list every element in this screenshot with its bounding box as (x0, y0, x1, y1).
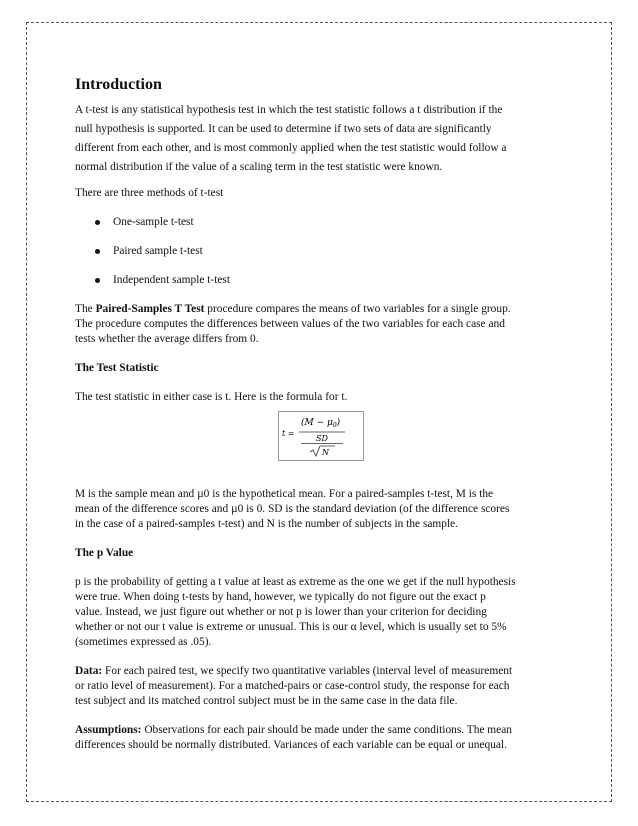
paired-line: tests whether the average differs from 0. (75, 333, 259, 345)
data-line: Data: For each paired test, we specify two quantitative variables (interval level of measurement (75, 665, 513, 677)
bullet-icon (95, 220, 100, 225)
p-value-line: (sometimes expressed as .05). (75, 636, 212, 648)
intro-line: A t-test is any statistical hypothesis test in which the test statistic follows a t distribution if the (75, 104, 503, 116)
intro-paragraph (75, 101, 567, 177)
data-paragraph (75, 664, 567, 709)
p-value-line: whether or not our t value is extreme or unusual. This is our α level, which is usually set to 5% (75, 621, 507, 633)
list-item: One-sample t-test (75, 215, 567, 230)
paired-line: The Paired-Samples T Test procedure compares the means of two variables for a single group. (75, 303, 511, 315)
paired-test-name: Paired-Samples T Test (95, 303, 205, 315)
explanation-line: mean of the difference scores and µ0 is 0. SD is the standard deviation (of the difference scores (75, 503, 510, 515)
methods-list (75, 215, 567, 288)
paired-paragraph (75, 302, 567, 347)
assumptions-line: differences should be normally distributed. Variances of each variable can be equal or unequal. (75, 739, 507, 751)
assumptions-label: Assumptions: (75, 724, 142, 736)
formula-lhs: t = (282, 429, 295, 438)
data-label: Data: (75, 665, 103, 677)
intro-line: different from each other, and is most commonly applied when the test statistic would follow a (75, 142, 507, 154)
section-heading-p-value: The p Value (75, 547, 134, 559)
test-statistic-explanation (75, 487, 567, 532)
intro-line: normal distribution if the value of a scaling term in the test statistic were known. (75, 161, 443, 173)
formula-n: N (322, 448, 329, 457)
intro-line: null hypothesis is supported. It can be used to determine if two sets of data are significantly (75, 123, 492, 135)
data-line: test subject and its matched control subject must be in the same case in the data file. (75, 695, 458, 707)
data-line: or ratio level of measurement). For a matched-pairs or case-control study, the response for each (75, 680, 510, 692)
list-item: Paired sample t-test (75, 244, 567, 259)
bullet-icon (95, 278, 100, 283)
t-formula-image (278, 411, 364, 461)
methods-intro: There are three methods of t-test (75, 187, 224, 199)
explanation-line: in the case of a paired-samples t-test) and N is the number of subjects in the sample. (75, 518, 459, 530)
bullet-icon (95, 249, 100, 254)
test-statistic-text: The test statistic in either case is t. Here is the formula for t. (75, 391, 348, 403)
assumptions-paragraph (75, 723, 567, 753)
p-value-line: value. Instead, we just figure out whether or not p is lower than your criterion for deciding (75, 606, 487, 618)
section-heading-test-statistic: The Test Statistic (75, 362, 159, 374)
section-heading-introduction: Introduction (75, 76, 162, 93)
formula-numerator: $(M - \mu_0)$ (301, 418, 341, 429)
assumptions-line: Assumptions: Observations for each pair should be made under the same conditions. The mean (75, 724, 512, 736)
formula-sd: SD (316, 434, 328, 443)
paired-line: The procedure computes the differences between values of the two variables for each case and (75, 318, 505, 330)
explanation-line: M is the sample mean and µ0 is the hypothetical mean. For a paired-samples t-test, M is the (75, 488, 494, 500)
list-item: Independent sample t-test (75, 273, 567, 288)
p-value-line: were true. When doing t-tests by hand, however, we typically do not figure out the exact p (75, 591, 486, 603)
p-value-paragraph (75, 575, 567, 650)
p-value-line: p is the probability of getting a t value at least as extreme as the one we get if the null hypothesis (75, 576, 516, 588)
document-body (75, 75, 567, 753)
